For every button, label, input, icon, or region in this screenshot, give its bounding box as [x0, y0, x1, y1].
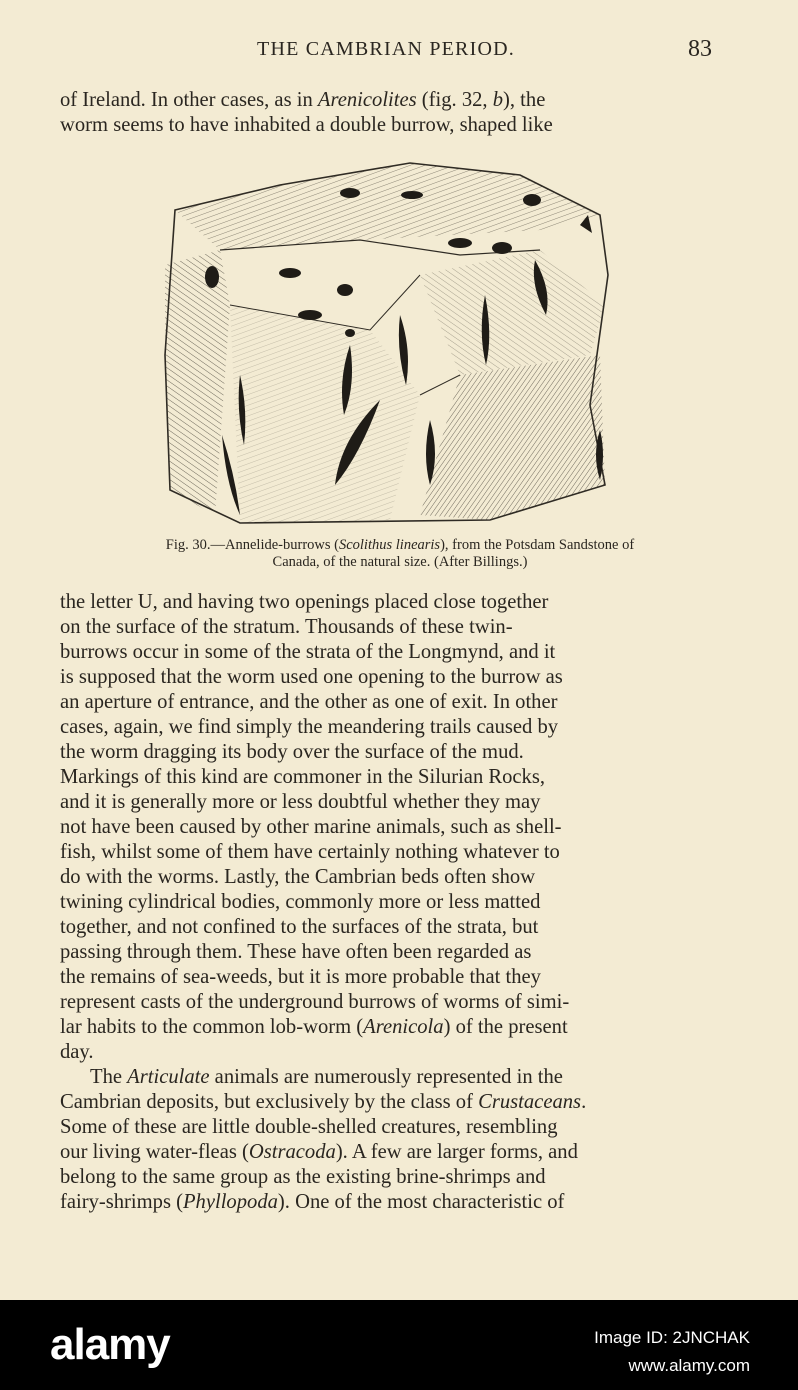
figure-caption: [80, 537, 720, 571]
text-line: our living water-fleas (Ostracoda). A few are larger forms, and: [60, 1141, 578, 1163]
text-line: fairy-shrimps (Phyllopoda). One of the most characteristic of: [60, 1191, 565, 1213]
stock-watermark-bar: [0, 1300, 798, 1390]
running-title: THE CAMBRIAN PERIOD.: [257, 38, 515, 60]
text-line: on the surface of the stratum. Thousands of these twin-: [60, 616, 513, 638]
text-line: together, and not confined to the surfaces of the strata, but: [60, 916, 539, 938]
alamy-logo: alamy: [50, 1320, 170, 1369]
text-line: is supposed that the worm used one opening to the burrow as: [60, 666, 563, 688]
text-line: and it is generally more or less doubtful whether they may: [60, 791, 541, 813]
site-url: www.alamy.com: [628, 1356, 750, 1375]
text-line: worm seems to have inhabited a double burrow, shaped like: [60, 114, 553, 136]
text-line: fish, whilst some of them have certainly nothing whatever to: [60, 841, 560, 863]
text-line: passing through them. These have often been regarded as: [60, 941, 532, 963]
text-line: belong to the same group as the existing brine-shrimps and: [60, 1166, 546, 1188]
text-line: cases, again, we find simply the meandering trails caused by: [60, 716, 559, 738]
image-metadata: [594, 1324, 750, 1380]
caption-line: Fig. 30.—Annelide-burrows (Scolithus linearis), from the Potsdam Sandstone of: [165, 537, 635, 553]
text-line: twining cylindrical bodies, commonly more or less matted: [60, 891, 541, 913]
text-line: represent casts of the underground burrows of worms of simi-: [60, 991, 570, 1013]
text-line: burrows occur in some of the strata of the Longmynd, and it: [60, 641, 556, 663]
text-line: Some of these are little double-shelled creatures, resembling: [60, 1116, 558, 1138]
text-line: Markings of this kind are commoner in the Silurian Rocks,: [60, 766, 546, 788]
page-number: 83: [688, 36, 712, 62]
text-line: the letter U, and having two openings placed close together: [60, 591, 549, 613]
text-line: of Ireland. In other cases, as in Arenicolites (fig. 32, b), the: [60, 89, 546, 111]
text-line: Cambrian deposits, but exclusively by the class of Crustaceans.: [60, 1091, 587, 1113]
text-line: the worm dragging its body over the surface of the mud.: [60, 741, 524, 763]
text-line: the remains of sea-weeds, but it is more probable that they: [60, 966, 541, 988]
text-line: not have been caused by other marine animals, such as shell-: [60, 816, 562, 838]
text-line: do with the worms. Lastly, the Cambrian beds often show: [60, 866, 536, 888]
annelide-burrows-illustration: [160, 155, 620, 530]
text-line: lar habits to the common lob-worm (Arenicola) of the present: [60, 1016, 568, 1038]
page-header: [60, 36, 712, 68]
caption-line: Canada, of the natural size. (After Billings.): [272, 554, 528, 570]
body-paragraph: [60, 590, 712, 1215]
intro-paragraph: [60, 88, 712, 138]
text-line: day.: [60, 1041, 94, 1063]
image-id: Image ID: 2JNCHAK: [594, 1328, 750, 1347]
text-line: an aperture of entrance, and the other as one of exit. In other: [60, 691, 558, 713]
text-line: The Articulate animals are numerously represented in the: [90, 1066, 563, 1088]
